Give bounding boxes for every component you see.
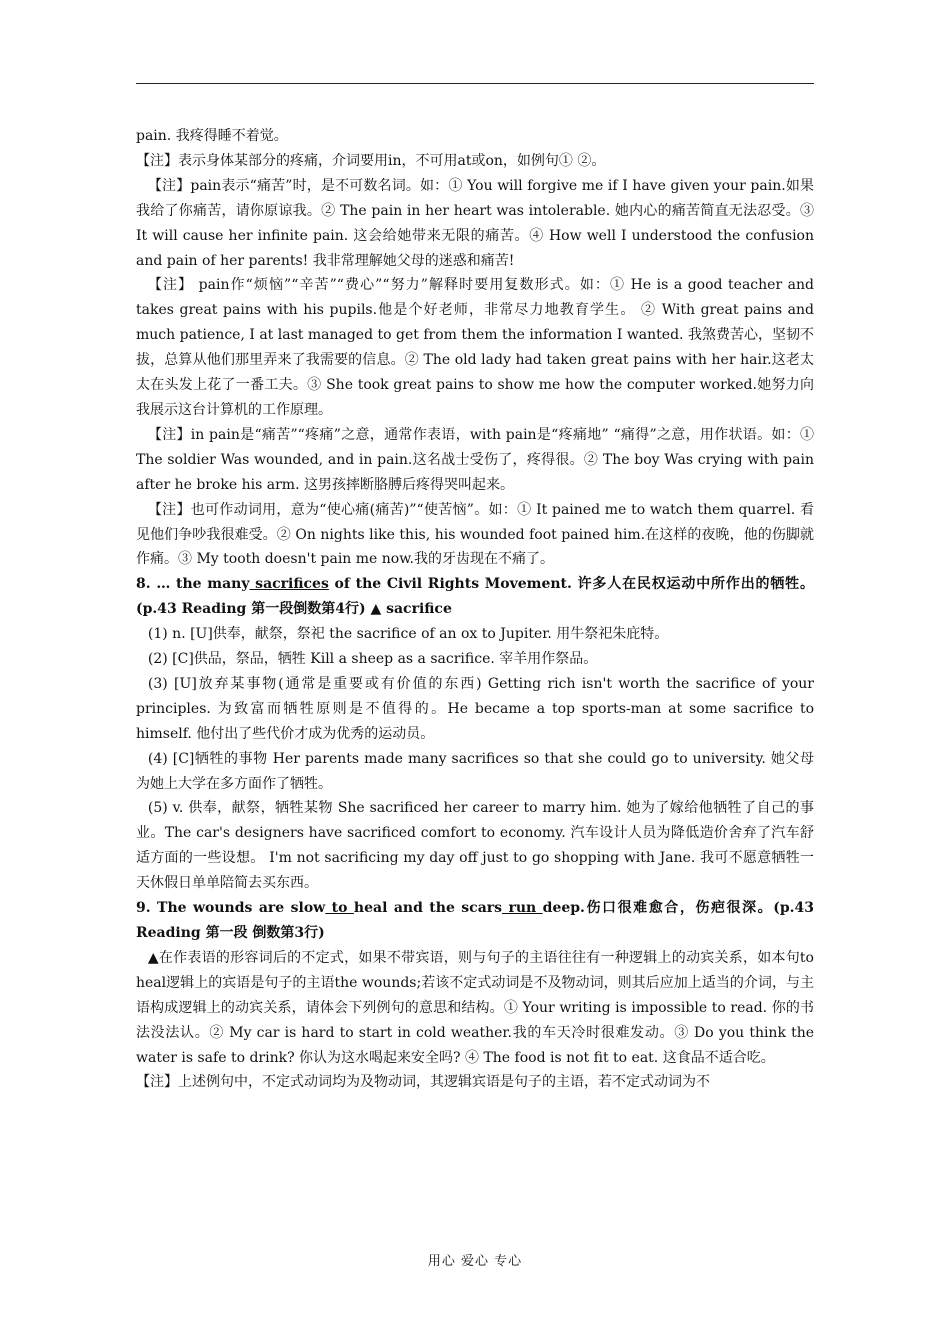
definition-item: (2) [C]供品，祭品，牺牲 Kill a sheep as a sacrifice. 宰羊用作祭品。 <box>147 651 598 668</box>
note-paragraph: 【注】pain表示“痛苦”时，是不可数名词。如：① You will forgive me if I have given your pain.如果我给了你痛苦，请你原谅我。② The pain in her heart was intolerable. 她内心的痛苦简直无法忍受。③ It will cause her infinite pain. 这会给她带来无限的痛苦。④ How well I understood the confusion and pain of her parents! 我非常理解她父母的迷惑和痛苦! <box>136 177 814 269</box>
note-paragraph: 【注】也可作动词用，意为“使心痛(痛苦)”“使苦恼”。如：① It pained me to watch them quarrel. 看见他们争吵我很难受。② On nights like this, his wounded foot pained him.在这样的夜晚，他的伤脚就作痛。③ My tooth doesn't pain me now.我的牙齿现在不痛了。 <box>136 501 814 568</box>
heading-text: deep.伤口很难愈合，伤疤很深。(p.43 Reading 第一段 倒数第3行) <box>136 900 814 941</box>
underlined-keyword: sacrifices <box>249 576 329 593</box>
heading-text: 8. … the many <box>136 576 250 593</box>
explanation-paragraph: ▲在作表语的形容词后的不定式，如果不带宾语，则与句子的主语往往有一种逻辑上的动宾关系，如本句to heal逻辑上的宾语是句子的主语the wounds;若该不定式动词是不及物动词，则其后应加上适当的介词，与主语构成逻辑上的动宾关系，请体会下列例句的意思和结构。① Your writing is impossible to read. 你的书法没法认。② My car is hard to start in cold weather.我的车天冷时很难发动。③ Do you think the water is safe to drink? 你认为这水喝起来安全吗? ④ The food is not fit to eat. 这食品不适合吃。 <box>136 949 814 1066</box>
underlined-keyword: to <box>325 900 354 917</box>
paragraph: pain. 我疼得睡不着觉。 <box>136 128 288 144</box>
section-heading-8 <box>136 572 814 622</box>
heading-text: heal and the scars <box>353 900 503 917</box>
definition-item: (3) [U]放弃某事物(通常是重要或有价值的东西) Getting rich isn't worth the sacrifice of your principles. 为致富而牺牲原则是不值得的。He became a top sports-man at some sacrifice to himself. 他付出了些代价才成为优秀的运动员。 <box>136 675 814 742</box>
page-footer: 用心 爱心 专心 <box>427 1254 523 1269</box>
header-rule <box>136 83 814 84</box>
definition-item: (1) n. [U]供奉，献祭，祭祀 the sacrifice of an ox to Jupiter. 用牛祭祀朱庇特。 <box>147 626 669 643</box>
underlined-keyword: run <box>502 900 543 917</box>
heading-text: 9. The wounds are slow <box>136 900 326 917</box>
note-paragraph: 【注】表示身体某部分的疼痛，介词要用in，不可用at或on，如例句① ②。 <box>136 152 606 169</box>
section-heading-9 <box>136 896 814 946</box>
definition-item: (5) v. 供奉，献祭，牺牲某物 She sacrificed her career to marry him. 她为了嫁给他牺牲了自己的事业。The car's designers have sacrificed comfort to economy. 汽车设计人员为降低造价舍弃了汽车舒适方面的一些设想。 I'm not sacrificing my day off just to go shopping with Jane. 我可不愿意牺牲一天休假日单单陪简去买东西。 <box>136 800 814 892</box>
note-paragraph: 【注】 pain作“烦恼”“辛苦”“费心”“努力”解释时要用复数形式。如：① He is a good teacher and takes great pains with his pupils.他是个好老师，非常尽力地教育学生。 ② With great pains and much patience, I at last managed to get from them the information I wanted. 我煞费苦心，坚韧不拔，总算从他们那里弄来了我需要的信息。② The old lady had taken great pains with her hair.这老太太在头发上花了一番工夫。③ She took great pains to show me how the computer worked.她努力向我展示这台计算机的工作原理。 <box>136 277 814 418</box>
definition-item: (4) [C]牺牲的事物 Her parents made many sacrifices so that she could go to university. 她父母为她上大学在多方面作了牺牲。 <box>136 750 814 792</box>
heading-text: of the Civil Rights Movement. 许多人在民权运动中所作出的牺牲。(p.43 Reading 第一段倒数第4行) ▲ sacrifice <box>136 576 814 618</box>
note-paragraph: 【注】上述例句中，不定式动词均为及物动词，其逻辑宾语是句子的主语，若不定式动词为不 <box>136 1074 710 1091</box>
note-paragraph: 【注】in pain是“痛苦”“疼痛”之意，通常作表语，with pain是“疼痛地” “痛得”之意，用作状语。如：① The soldier Was wounded, and in pain.这名战士受伤了，疼得很。② The boy Was crying with pain after he broke his arm. 这男孩摔断胳膊后疼得哭叫起来。 <box>136 426 814 493</box>
document-body <box>136 124 814 1095</box>
